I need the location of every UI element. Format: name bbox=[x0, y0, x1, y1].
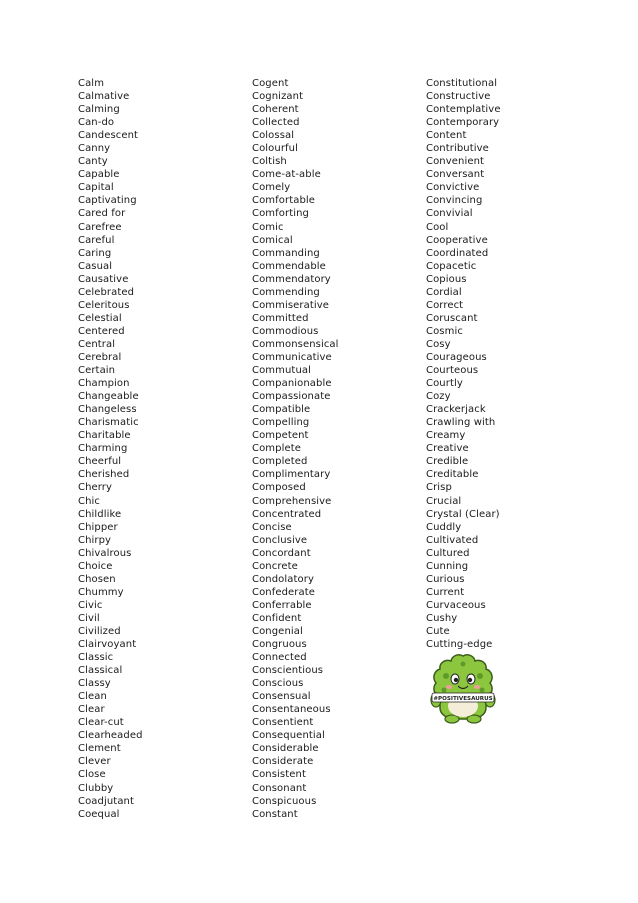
word-list-item: Central bbox=[78, 338, 116, 350]
word-list-item: Commendable bbox=[252, 260, 326, 272]
word-list-item: Copious bbox=[426, 273, 467, 285]
word-list-item: Concrete bbox=[252, 560, 298, 572]
word-list-item: Courtly bbox=[426, 378, 463, 390]
word-list-item: Collected bbox=[252, 117, 300, 129]
word-list-item: Canty bbox=[78, 156, 108, 168]
word-list-item: Conferrable bbox=[252, 599, 312, 611]
word-list-item: Creative bbox=[426, 443, 469, 455]
word-list-item: Cognizant bbox=[252, 91, 304, 103]
word-list-item: Compelling bbox=[252, 417, 310, 429]
word-list-item: Cogent bbox=[252, 78, 289, 89]
word-list-item: Constitutional bbox=[426, 78, 498, 89]
word-list-item: Current bbox=[426, 586, 465, 598]
word-list-item: Certain bbox=[78, 365, 116, 377]
word-list-item: Complimentary bbox=[252, 469, 331, 481]
word-list-item: Convivial bbox=[426, 208, 473, 220]
word-list-item: Comical bbox=[252, 234, 293, 246]
word-list-item: Civil bbox=[78, 612, 100, 624]
word-list-item: Consonant bbox=[252, 782, 307, 794]
word-list-item: Courteous bbox=[426, 365, 479, 377]
word-list-item: Cozy bbox=[426, 391, 451, 403]
word-list-item: Classic bbox=[78, 652, 114, 664]
word-list-item: Consequential bbox=[252, 730, 325, 742]
word-list-item: Changeless bbox=[78, 404, 137, 416]
word-list-item: Cared for bbox=[78, 208, 126, 220]
word-list-item: Consentaneous bbox=[252, 704, 331, 716]
word-list-item: Confederate bbox=[252, 586, 316, 598]
word-list-item: Congenial bbox=[252, 625, 303, 637]
word-list-item: Convincing bbox=[426, 195, 483, 207]
word-list-item: Choice bbox=[78, 560, 113, 572]
word-list-item: Coherent bbox=[252, 104, 299, 116]
word-list-item: Coordinated bbox=[426, 247, 489, 259]
word-list-item: Centered bbox=[78, 325, 125, 337]
word-list-item: Captivating bbox=[78, 195, 137, 207]
word-list-item: Coltish bbox=[252, 156, 287, 168]
word-list-item: Crisp bbox=[426, 482, 452, 494]
word-list-item: Comfortable bbox=[252, 195, 316, 207]
word-list-item: Consentient bbox=[252, 717, 314, 729]
word-list-item: Calm bbox=[78, 78, 105, 89]
word-list-item: Creditable bbox=[426, 469, 479, 481]
word-list-item: Clear bbox=[78, 704, 105, 716]
word-list-item: Clean bbox=[78, 691, 107, 703]
word-list-item: Cosy bbox=[426, 338, 451, 350]
word-list-item: Clearheaded bbox=[78, 730, 143, 742]
word-list-item: Close bbox=[78, 769, 106, 781]
mascot-logo bbox=[428, 652, 498, 724]
word-list-item: Careful bbox=[78, 234, 115, 246]
word-list-item: Coequal bbox=[78, 808, 120, 820]
word-list-item: Childlike bbox=[78, 508, 122, 520]
word-list-item: Considerate bbox=[252, 756, 314, 768]
word-list-item: Concise bbox=[252, 521, 292, 533]
word-list-item: Capital bbox=[78, 182, 114, 194]
word-list-item: Conspicuous bbox=[252, 795, 317, 807]
word-list-item: Classical bbox=[78, 665, 123, 677]
word-list-item: Contributive bbox=[426, 143, 489, 155]
word-list-item: Cuddly bbox=[426, 521, 462, 533]
word-list-item: Compassionate bbox=[252, 391, 331, 403]
dinosaur-mascot-icon bbox=[428, 652, 498, 724]
word-list-item: Cordial bbox=[426, 286, 462, 298]
word-list-item: Capable bbox=[78, 169, 120, 181]
word-list-item: Constant bbox=[252, 808, 298, 820]
word-list-item: Clever bbox=[78, 756, 111, 768]
word-list-item: Charming bbox=[78, 443, 128, 455]
word-list-item: Completed bbox=[252, 456, 308, 468]
word-list-item: Canny bbox=[78, 143, 111, 155]
word-list-item: Comforting bbox=[252, 208, 309, 220]
word-list-item: Coadjutant bbox=[78, 795, 134, 807]
word-list-item: Chivalrous bbox=[78, 547, 132, 559]
word-list-item: Cultivated bbox=[426, 534, 479, 546]
word-list-item: Casual bbox=[78, 260, 113, 272]
word-list-item: Courageous bbox=[426, 351, 487, 363]
word-list-item: Chirpy bbox=[78, 534, 112, 546]
word-list-item: Come-at-able bbox=[252, 169, 321, 181]
word-list-item: Civilized bbox=[78, 625, 121, 637]
word-list-item: Conscientious bbox=[252, 665, 324, 677]
word-list-item: Correct bbox=[426, 299, 464, 311]
word-list-item: Candescent bbox=[78, 130, 139, 142]
word-list-item: Creamy bbox=[426, 430, 466, 442]
word-list-item: Cerebral bbox=[78, 351, 122, 363]
word-list-item: Communicative bbox=[252, 351, 332, 363]
word-list-item: Content bbox=[426, 130, 467, 142]
word-list-item: Can-do bbox=[78, 117, 115, 129]
word-list-item: Commutual bbox=[252, 365, 311, 377]
word-list-item: Cutting-edge bbox=[426, 639, 493, 651]
word-list-item: Cushy bbox=[426, 612, 458, 624]
word-list-item: Colourful bbox=[252, 143, 298, 155]
word-list-item: Commendatory bbox=[252, 273, 331, 285]
word-list-item: Chipper bbox=[78, 521, 118, 533]
word-list-item: Conclusive bbox=[252, 534, 308, 546]
word-list-item: Commonsensical bbox=[252, 338, 339, 350]
word-list-item: Credible bbox=[426, 456, 469, 468]
word-list-item: Curvaceous bbox=[426, 599, 486, 611]
word-list-item: Champion bbox=[78, 378, 130, 390]
mascot-label: #POSITIVESAURUS bbox=[433, 696, 493, 702]
word-list-item: Consistent bbox=[252, 769, 306, 781]
word-list-item: Charitable bbox=[78, 430, 131, 442]
word-list-item: Cherry bbox=[78, 482, 113, 494]
word-column-1 bbox=[78, 77, 238, 821]
word-list-item: Cunning bbox=[426, 560, 469, 572]
word-list-item: Commending bbox=[252, 286, 320, 298]
word-list-item: Concordant bbox=[252, 547, 311, 559]
word-list-item: Celestial bbox=[78, 312, 122, 324]
word-list-item: Comprehensive bbox=[252, 495, 332, 507]
word-list-item: Coruscant bbox=[426, 312, 478, 324]
word-list-item: Crystal (Clear) bbox=[426, 508, 500, 520]
word-list-item: Clear-cut bbox=[78, 717, 124, 729]
word-list-item: Convenient bbox=[426, 156, 485, 168]
word-list-item: Cute bbox=[426, 625, 450, 637]
word-list-item: Concentrated bbox=[252, 508, 322, 520]
word-list-item: Classy bbox=[78, 678, 111, 690]
word-list-item: Cheerful bbox=[78, 456, 122, 468]
word-list-item: Crackerjack bbox=[426, 404, 486, 416]
word-list-item: Caring bbox=[78, 247, 112, 259]
word-column-2 bbox=[252, 77, 412, 821]
word-list-item: Curious bbox=[426, 573, 465, 585]
word-list-item: Constructive bbox=[426, 91, 491, 103]
word-list-item: Compatible bbox=[252, 404, 311, 416]
word-list-item: Complete bbox=[252, 443, 301, 455]
word-list-item: Committed bbox=[252, 312, 309, 324]
word-list-item: Commanding bbox=[252, 247, 320, 259]
word-list-item: Companionable bbox=[252, 378, 332, 390]
word-list-item: Clement bbox=[78, 743, 121, 755]
word-list-item: Cooperative bbox=[426, 234, 488, 246]
word-list-item: Comic bbox=[252, 221, 284, 233]
word-list-item: Commodious bbox=[252, 325, 319, 337]
word-list-item: Charismatic bbox=[78, 417, 139, 429]
word-list-item: Colossal bbox=[252, 130, 295, 142]
word-list-item: Chic bbox=[78, 495, 100, 507]
word-list-item: Competent bbox=[252, 430, 309, 442]
word-list-item: Carefree bbox=[78, 221, 122, 233]
word-list-item: Condolatory bbox=[252, 573, 314, 585]
word-list-item: Cosmic bbox=[426, 325, 463, 337]
word-list-item: Calming bbox=[78, 104, 120, 116]
word-list-item: Crawling with bbox=[426, 417, 496, 429]
word-list-item: Consensual bbox=[252, 691, 311, 703]
word-list-item: Civic bbox=[78, 599, 103, 611]
word-list-item: Crucial bbox=[426, 495, 462, 507]
word-list-item: Causative bbox=[78, 273, 129, 285]
word-list-item: Composed bbox=[252, 482, 306, 494]
word-list-item: Considerable bbox=[252, 743, 319, 755]
word-list-item: Contemplative bbox=[426, 104, 501, 116]
word-list-item: Chosen bbox=[78, 573, 116, 585]
word-list-item: Clubby bbox=[78, 782, 114, 794]
word-list-item: Calmative bbox=[78, 91, 130, 103]
word-list-item: Celebrated bbox=[78, 286, 135, 298]
word-column-3 bbox=[426, 77, 606, 651]
word-list-item: Commiserative bbox=[252, 299, 330, 311]
word-list-item: Conversant bbox=[426, 169, 485, 181]
word-list-item: Cool bbox=[426, 221, 449, 233]
word-list-item: Cultured bbox=[426, 547, 470, 559]
word-list-item: Clairvoyant bbox=[78, 639, 137, 651]
word-list-item: Convictive bbox=[426, 182, 480, 194]
word-list-item: Comely bbox=[252, 182, 291, 194]
word-list-item: Copacetic bbox=[426, 260, 477, 272]
word-list-item: Connected bbox=[252, 652, 307, 664]
word-list-item: Chummy bbox=[78, 586, 124, 598]
word-list-item: Confident bbox=[252, 612, 302, 624]
word-list-item: Changeable bbox=[78, 391, 139, 403]
word-list-item: Conscious bbox=[252, 678, 304, 690]
word-list-item: Celeritous bbox=[78, 299, 130, 311]
word-list-item: Cherished bbox=[78, 469, 130, 481]
word-list-item: Congruous bbox=[252, 639, 307, 651]
word-list-item: Contemporary bbox=[426, 117, 500, 129]
